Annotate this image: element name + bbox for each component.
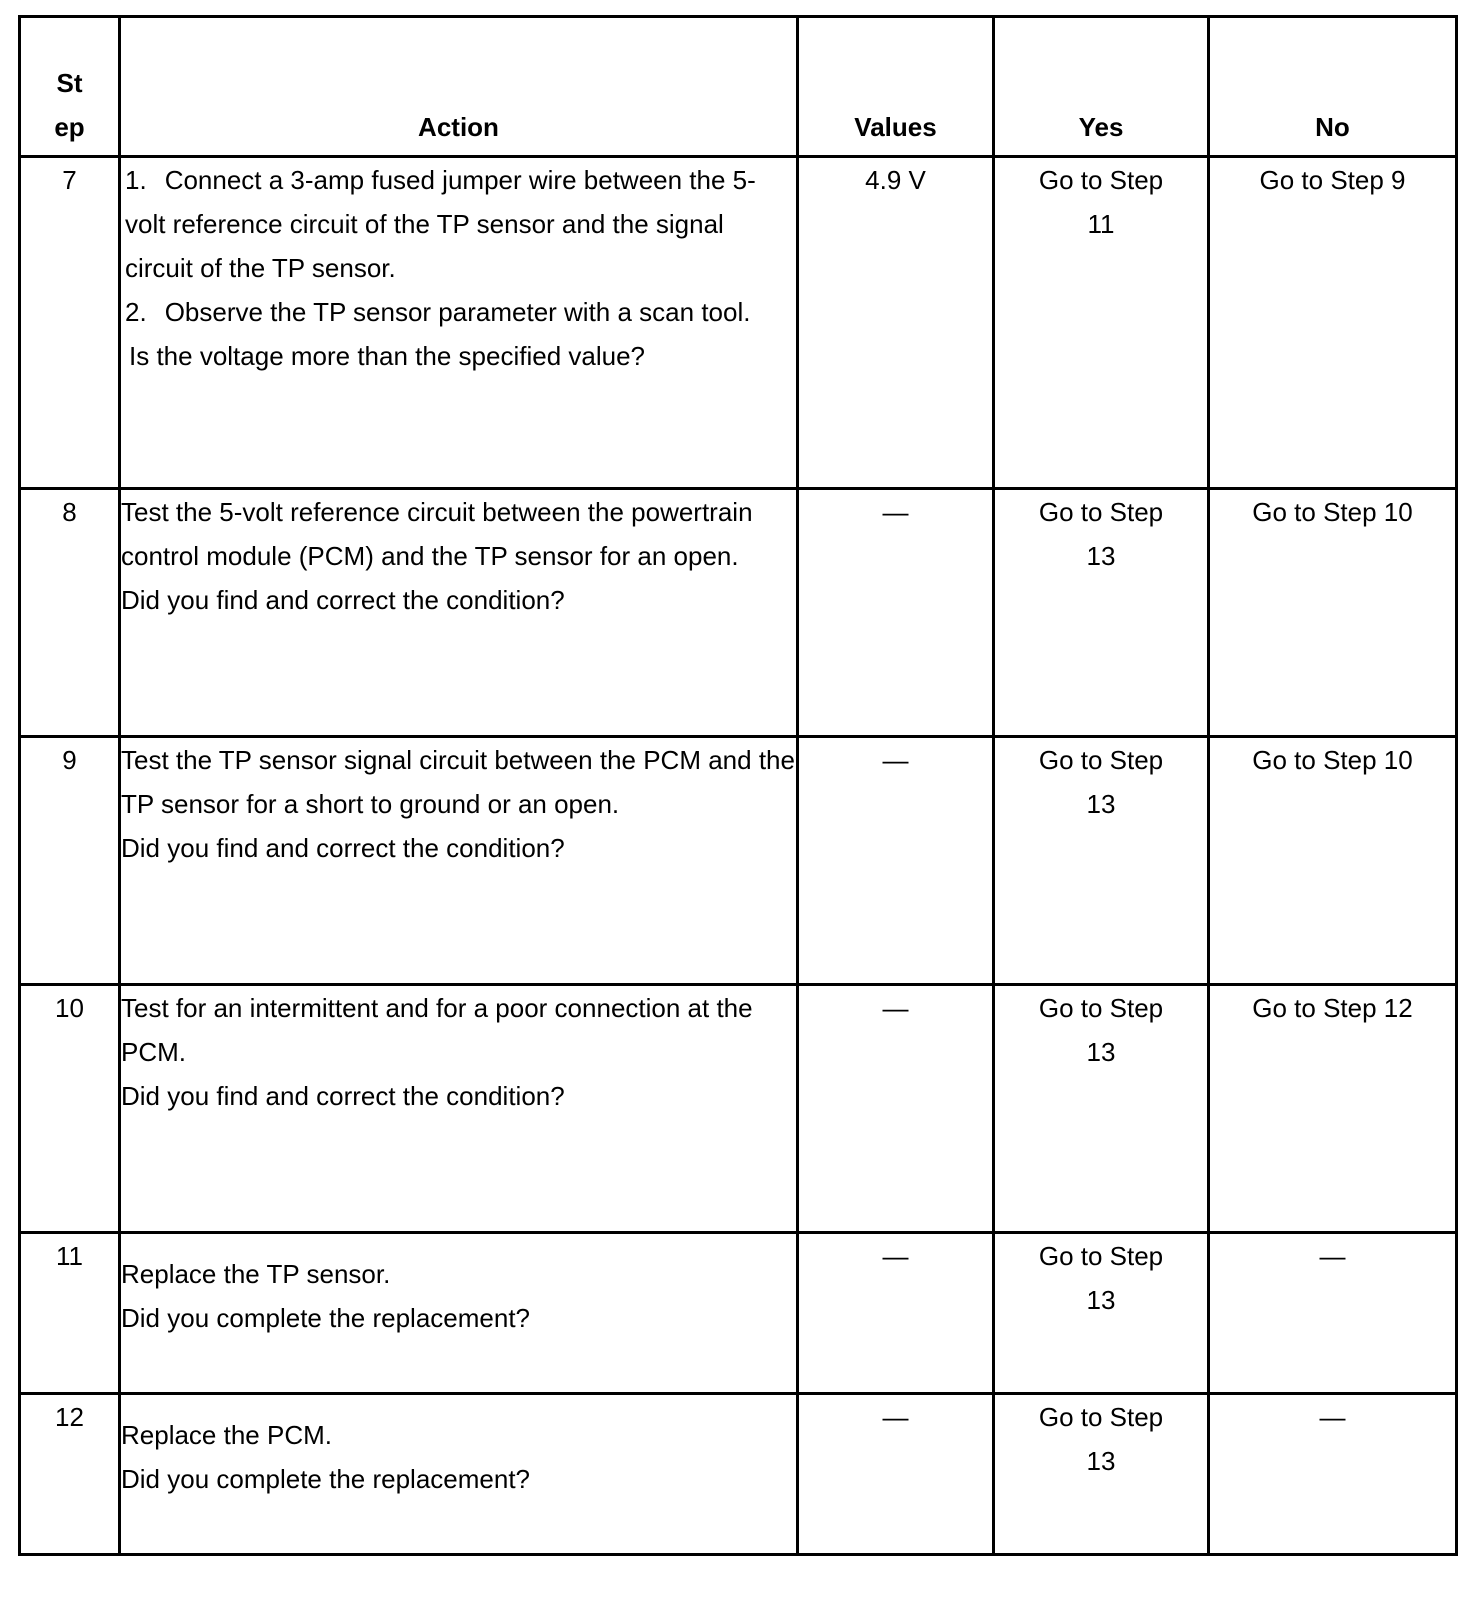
- header-action: Action: [120, 17, 798, 157]
- table-row: [20, 1394, 1457, 1555]
- values-cell: —: [798, 985, 994, 1233]
- yes-goto: Go to Step 11: [1038, 165, 1164, 239]
- action-text: Test for an intermittent and for a poor connection at the PCM.: [121, 993, 753, 1067]
- yes-cell: [994, 157, 1209, 489]
- yes-goto: Go to Step 13: [1038, 1402, 1164, 1476]
- no-goto: Go to Step 10: [1252, 497, 1413, 527]
- no-cell: [1209, 1233, 1457, 1394]
- action-text: Test the TP sensor signal circuit between the PCM and the TP sensor for a short to ground or an open.: [121, 745, 795, 819]
- header-step: [20, 17, 120, 157]
- action-question: Is the voltage more than the specified value?: [129, 341, 645, 371]
- yes-cell: [994, 737, 1209, 985]
- header-yes: Yes: [994, 17, 1209, 157]
- action-item-number: 2.: [125, 297, 147, 327]
- action-cell: [120, 737, 798, 985]
- step-number: 9: [20, 737, 120, 985]
- action-item: [121, 158, 796, 290]
- action-question: Did you find and correct the condition?: [121, 585, 565, 615]
- values-cell: —: [798, 1233, 994, 1394]
- action-text: Test the 5-volt reference circuit between the powertrain control module (PCM) and the TP sensor for an open.: [121, 497, 753, 571]
- no-cell: [1209, 1394, 1457, 1555]
- action-item-text: Observe the TP sensor parameter with a scan tool.: [164, 297, 751, 327]
- no-goto: —: [1319, 1402, 1346, 1432]
- table-row: [20, 1233, 1457, 1394]
- table-row: [20, 985, 1457, 1233]
- action-cell: [120, 489, 798, 737]
- step-number: 8: [20, 489, 120, 737]
- table-row: [20, 157, 1457, 489]
- table-row: [20, 489, 1457, 737]
- action-question: Did you complete the replacement?: [121, 1303, 531, 1333]
- header-values: Values: [798, 17, 994, 157]
- action-text: Replace the TP sensor.: [121, 1259, 391, 1289]
- header-no: No: [1209, 17, 1457, 157]
- no-cell: [1209, 489, 1457, 737]
- no-cell: [1209, 985, 1457, 1233]
- no-cell: [1209, 157, 1457, 489]
- action-list: [121, 158, 796, 334]
- values-cell: 4.9 V: [798, 157, 994, 489]
- action-cell: [120, 1233, 798, 1394]
- action-question: Did you find and correct the condition?: [121, 833, 565, 863]
- diagnostic-table: [18, 15, 1458, 1556]
- action-question: Did you complete the replacement?: [121, 1464, 531, 1494]
- yes-goto: Go to Step 13: [1038, 745, 1164, 819]
- step-number: 10: [20, 985, 120, 1233]
- yes-cell: [994, 489, 1209, 737]
- step-number: 12: [20, 1394, 120, 1555]
- no-goto: Go to Step 12: [1252, 993, 1413, 1023]
- values-cell: —: [798, 1394, 994, 1555]
- yes-cell: [994, 985, 1209, 1233]
- yes-goto: Go to Step 13: [1038, 497, 1164, 571]
- action-item: [121, 290, 796, 334]
- step-number: 7: [20, 157, 120, 489]
- action-item-number: 1.: [125, 165, 147, 195]
- action-question: Did you find and correct the condition?: [121, 1081, 565, 1111]
- no-goto: —: [1319, 1241, 1346, 1271]
- yes-cell: [994, 1233, 1209, 1394]
- action-cell: [120, 1394, 798, 1555]
- no-goto: Go to Step 9: [1259, 165, 1406, 195]
- header-row: [20, 17, 1457, 157]
- no-goto: Go to Step 10: [1252, 745, 1413, 775]
- action-text: Replace the PCM.: [121, 1420, 332, 1450]
- action-cell: [120, 985, 798, 1233]
- step-number: 11: [20, 1233, 120, 1394]
- action-cell: [120, 157, 798, 489]
- yes-goto: Go to Step 13: [1038, 1241, 1164, 1315]
- table-row: [20, 737, 1457, 985]
- yes-goto: Go to Step 13: [1038, 993, 1164, 1067]
- action-item-text: Connect a 3-amp fused jumper wire between the 5-volt reference circuit of the TP sensor and the signal circuit of the TP sensor.: [125, 165, 756, 283]
- values-cell: —: [798, 489, 994, 737]
- no-cell: [1209, 737, 1457, 985]
- values-cell: —: [798, 737, 994, 985]
- header-step-line2: ep: [54, 112, 85, 142]
- header-step-line1: St: [56, 68, 83, 98]
- yes-cell: [994, 1394, 1209, 1555]
